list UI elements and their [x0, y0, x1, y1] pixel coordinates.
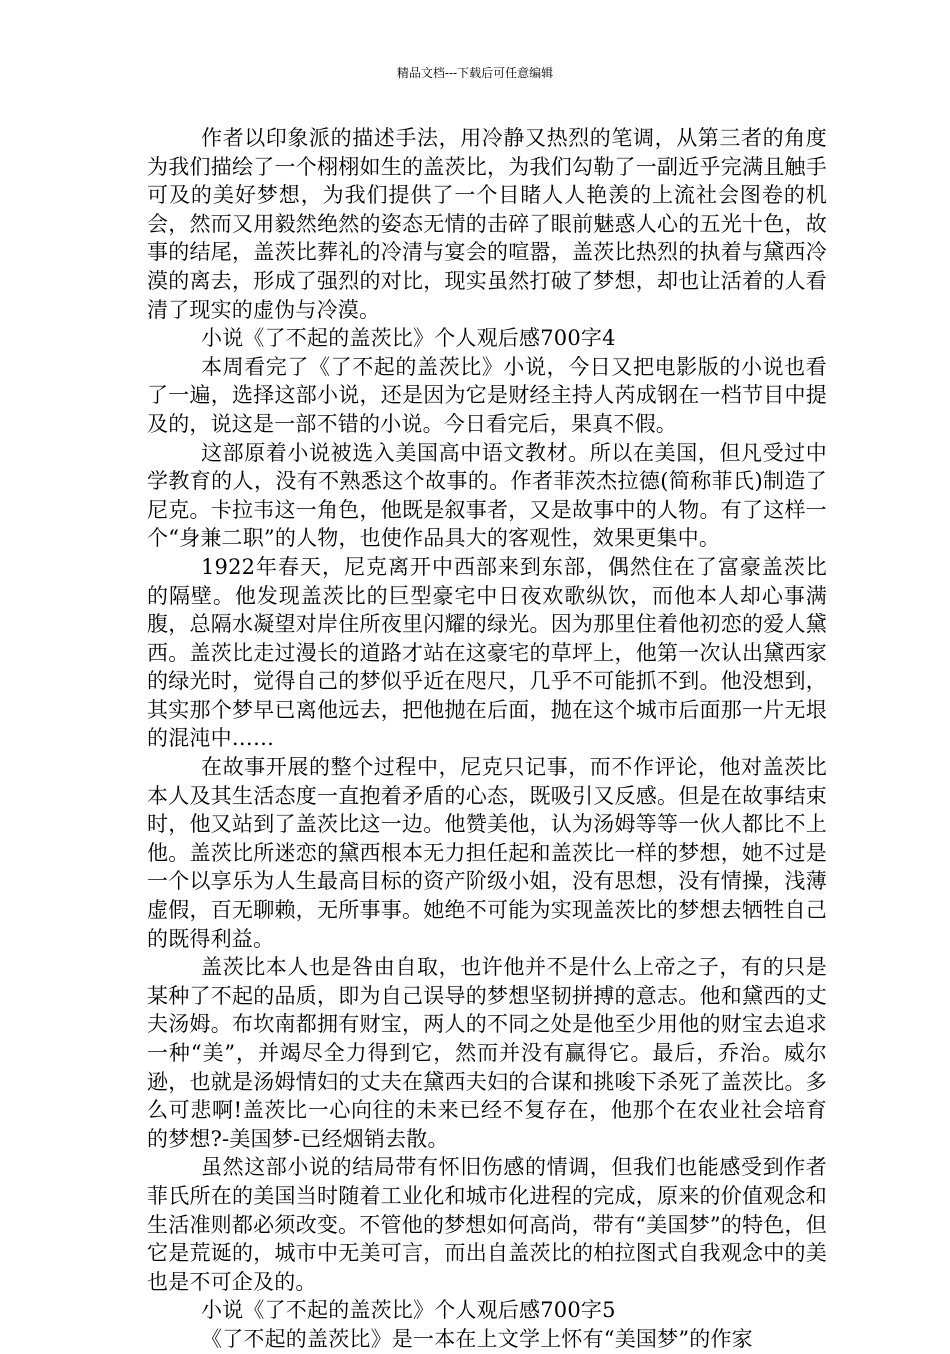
paragraph: 《了不起的盖茨比》是一本在上文学上怀有“美国梦”的作家 [201, 1326, 753, 1351]
paragraph: 作者以印象派的描述手法，用冷静又热烈的笔调，从第三者的角度为我们描绘了一个栩栩如生的盖茨比，为我们勾勒了一副近乎完满且触手可及的美好梦想，为我们提供了一个目睹人人艳羡的上流社会图卷的机会，然而又用毅然绝然的姿态无情的击碎了眼前魅惑人心的五光十色，故事的结尾，盖茨比葬礼的冷清与宴会的喧嚣，盖茨比热烈的执着与黛西冷漠的离去，形成了强烈的对比，现实虽然打破了梦想，却也让活着的人看清了现实的虚伪与冷漠。 [147, 126, 827, 322]
paragraph: 盖茨比本人也是咎由自取，也许他并不是什么上帝之子，有的只是某种了不起的品质，即为自己误导的梦想坚韧拼搏的意志。他和黛西的丈夫汤姆。布坎南都拥有财宝，两人的不同之处是他至少用他的财宝去追求一种“美”，并竭尽全力得到它，然而并没有赢得它。最后，乔治。威尔逊，也就是汤姆情妇的丈夫在黛西夫妇的合谋和挑唆下杀死了盖茨比。多么可悲啊!盖茨比一心向往的未来已经不复存在，他那个在农业社会培育的梦想?-美国梦-已经烟销去散。 [147, 955, 827, 1151]
paragraph: 1922年春天，尼克离开中西部来到东部，偶然住在了富豪盖茨比的隔壁。他发现盖茨比的巨型豪宅中日夜欢歌纵饮，而他本人却心事满腹，总隔水凝望对岸住所夜里闪耀的绿光。因为那里住着他初恋的爱人黛西。盖茨比走过漫长的道路才站在这豪宅的草坪上，他第一次认出黛西家的绿光时，觉得自己的梦似乎近在咫尺，几乎不可能抓不到。他没想到，其实那个梦早已离他远去，把他抛在后面，抛在这个城市后面那一片无垠的混沌中…… [147, 554, 827, 751]
section-heading: 小说《了不起的盖茨比》个人观后感700字4 [201, 326, 616, 351]
paragraph: 虽然这部小说的结局带有怀旧伤感的情调，但我们也能感受到作者菲氏所在的美国当时随着工业化和城市化进程的完成，原来的价值观念和生活准则都必须改变。不管他的梦想如何高尚，带有“美国梦”的特色，但它是荒诞的，城市中无美可言，而出自盖茨比的柏拉图式自我观念中的美也是不可企及的。 [147, 1155, 827, 1294]
paragraph: 这部原着小说被选入美国高中语文教材。所以在美国，但凡受过中学教育的人，没有不熟悉这个故事的。作者菲茨杰拉德(简称菲氏)制造了尼克。卡拉韦这一角色，他既是叙事者，又是故事中的人物。有了这样一个“身兼二职”的人物，也使作品具大的客观性，效果更集中。 [147, 440, 827, 551]
page-header: 精品文档---下载后可任意编辑 [396, 66, 554, 80]
paragraph: 在故事开展的整个过程中，尼克只记事，而不作评论，他对盖茨比本人及其生活态度一直抱着矛盾的心态，既吸引又反感。但是在故事结束时，他又站到了盖茨比这一边。他赞美他，认为汤姆等等一伙人都比不上他。盖茨比所迷恋的黛西根本无力担任起和盖茨比一样的梦想，她不过是一个以享乐为人生最高目标的资产阶级小姐，没有思想，没有情操，浅薄虚假，百无聊赖，无所事事。她绝不可能为实现盖茨比的梦想去牺牲自己的既得利益。 [147, 755, 827, 951]
document-body [147, 124, 827, 1354]
paragraph: 本周看完了《了不起的盖茨比》小说，今日又把电影版的小说也看了一遍，选择这部小说，还是因为它是财经主持人芮成钢在一档节目中提及的，说这是一部不错的小说。今日看完后，果真不假。 [147, 354, 827, 436]
section-heading: 小说《了不起的盖茨比》个人观后感700字5 [201, 1298, 616, 1323]
